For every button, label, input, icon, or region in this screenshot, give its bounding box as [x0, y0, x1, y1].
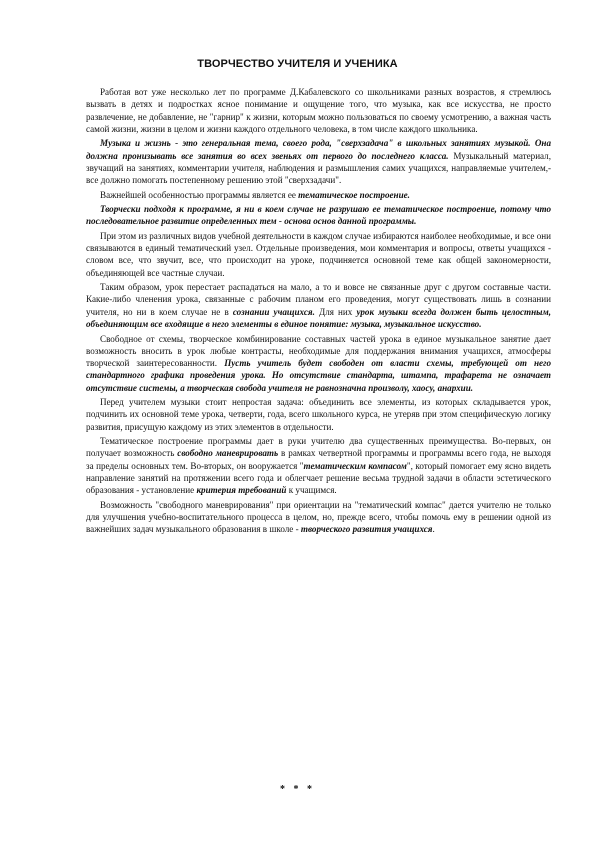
paragraph-text: Музыкальный материал, звучащий на занятиях, комментарии учителя, наблюдения и размышления самих учащихся, направляемые учителем,- все должно помогать постепенному решению этой "сверхзадачи".: [86, 150, 551, 186]
paragraph-text: Тематическое построение программы дает в руки учителю два существенных преимущества. Во-первых, он получает возможность: [86, 436, 551, 459]
paragraph-text: Перед учителем музыки стоит непростая задача: объединить все элементы, из которых складывается урок, подчинить их основной теме урока, четверти, года, всего школьного курса, не утеряв при этом специфическую логику развития, присущую каждому из этих элементов в отдельности.: [86, 397, 551, 432]
emphasis-text: Творчески подходя к программе, я ни в коем случае не разрушаю ее тематическое построение, потому что последовательное развитие определенных тем - основа основ данной программы.: [86, 204, 551, 227]
body-paragraph: [86, 230, 551, 279]
paragraph-text: ", который помогает ему ясно видеть направление занятий на протяжении всего года и облегчает решение весьма трудной задачи в области эстетического образования - установление: [86, 460, 552, 496]
section-separator: * * *: [280, 784, 315, 795]
body-paragraph: [86, 333, 551, 394]
paragraph-text: Работая вот уже несколько лет по программе Д.Кабалевского со школьниками разных возрастов, я стремлюсь вызвать в детях и подростках ясное понимание и ощущение того, что музыка, как все искусства, не просто развлечение, не добавление, не "гарнир" к жизни, которым можно пользоваться по своему усмотрению, а важная часть самой жизни, жизни в целом и жизни каждого отдельного человека, в том числе каждого школьника.: [86, 87, 551, 134]
emphasis-text: Музыка и жизнь - это генеральная тема, своего рода, "сверхзадача" в школьных занятиях музыкой. Она должна пронизывать все занятия во всех звеньях от первого до последнего класса.: [86, 138, 551, 161]
paragraph-text: в рамках четвертной программы и программы всего года, не выходя за пределы основных тем. Во-вторых, он вооружается ": [86, 448, 551, 471]
emphasis-text: критерия требований: [196, 485, 287, 496]
paragraph-text: Свободное от схемы, творческое комбинирование составных частей урока в единое музыкальное занятие дает возможность вносить в урок любые контрасты, необходимые для поддержания внимания учащихся, атмосферы творческой заинтересованности.: [86, 333, 551, 369]
page-title: ТВОРЧЕСТВО УЧИТЕЛЯ И УЧЕНИКА: [197, 58, 398, 70]
body-paragraph: [86, 86, 551, 135]
emphasis-text: Пусть учитель будет свободен от власти схемы, требующей от него стандартного графика проведения урока. Но отсутствие стандарта, штампа, трафарета не означает отсутствие системы, а творческая свобода учителя не равнозначна произволу, хаосу, анархии.: [86, 358, 551, 393]
paragraph-text: Важнейшей особенностью программы является ее: [100, 189, 299, 200]
paragraph-text: Для них: [314, 306, 357, 317]
body-paragraph: [86, 499, 551, 536]
emphasis-text: тематическим компасом: [303, 460, 407, 471]
body-paragraph: [86, 203, 551, 228]
emphasis-text: тематическое построение.: [298, 189, 410, 200]
body-paragraph: [86, 189, 551, 201]
emphasis-text: творческого развития учащихся: [300, 524, 433, 535]
article-body: [86, 86, 551, 538]
body-paragraph: [86, 281, 551, 330]
paragraph-text: к учащимся.: [286, 485, 337, 496]
body-paragraph: [86, 396, 551, 433]
paragraph-text: Возможность "свободного маневрирования" при ориентации на "тематический компас" дается учителю не только для улучшения учебно-воспитательного процесса в целом, но, прежде всего, чтобы помочь ему в решении одной из важнейших задач музыкального образования в школе -: [86, 499, 551, 535]
paragraph-text: .: [432, 524, 435, 535]
paragraph-text: Таким образом, урок перестает распадаться на мало, а то и вовсе не связанные друг с другом составные части. Какие-либо членения урока, связанные с рабочим планом его проведения, могут существовать лишь в сознании учителя, но ни в коем случае не в: [86, 282, 551, 317]
body-paragraph: [86, 435, 551, 496]
emphasis-text: свободно маневрировать: [177, 448, 279, 459]
emphasis-text: сознании учащихся.: [232, 306, 315, 317]
paragraph-text: При этом из различных видов учебной деятельности в каждом случае избираются наиболее необходимые, и все они связываются в единый тематический узел. Отдельные произведения, мои комментария и вопросы, ответы учащихся - словом все, что звучит, все, что происходит на уроке, подчиняется основной теме как общей закономерности, объединяющей все частные случаи.: [86, 230, 551, 278]
emphasis-text: урок музыки всегда должен быть целостным, объединяющим все входящие в него элементы в единое понятие: музыка, музыкальное искусство.: [86, 306, 551, 329]
body-paragraph: [86, 137, 551, 186]
